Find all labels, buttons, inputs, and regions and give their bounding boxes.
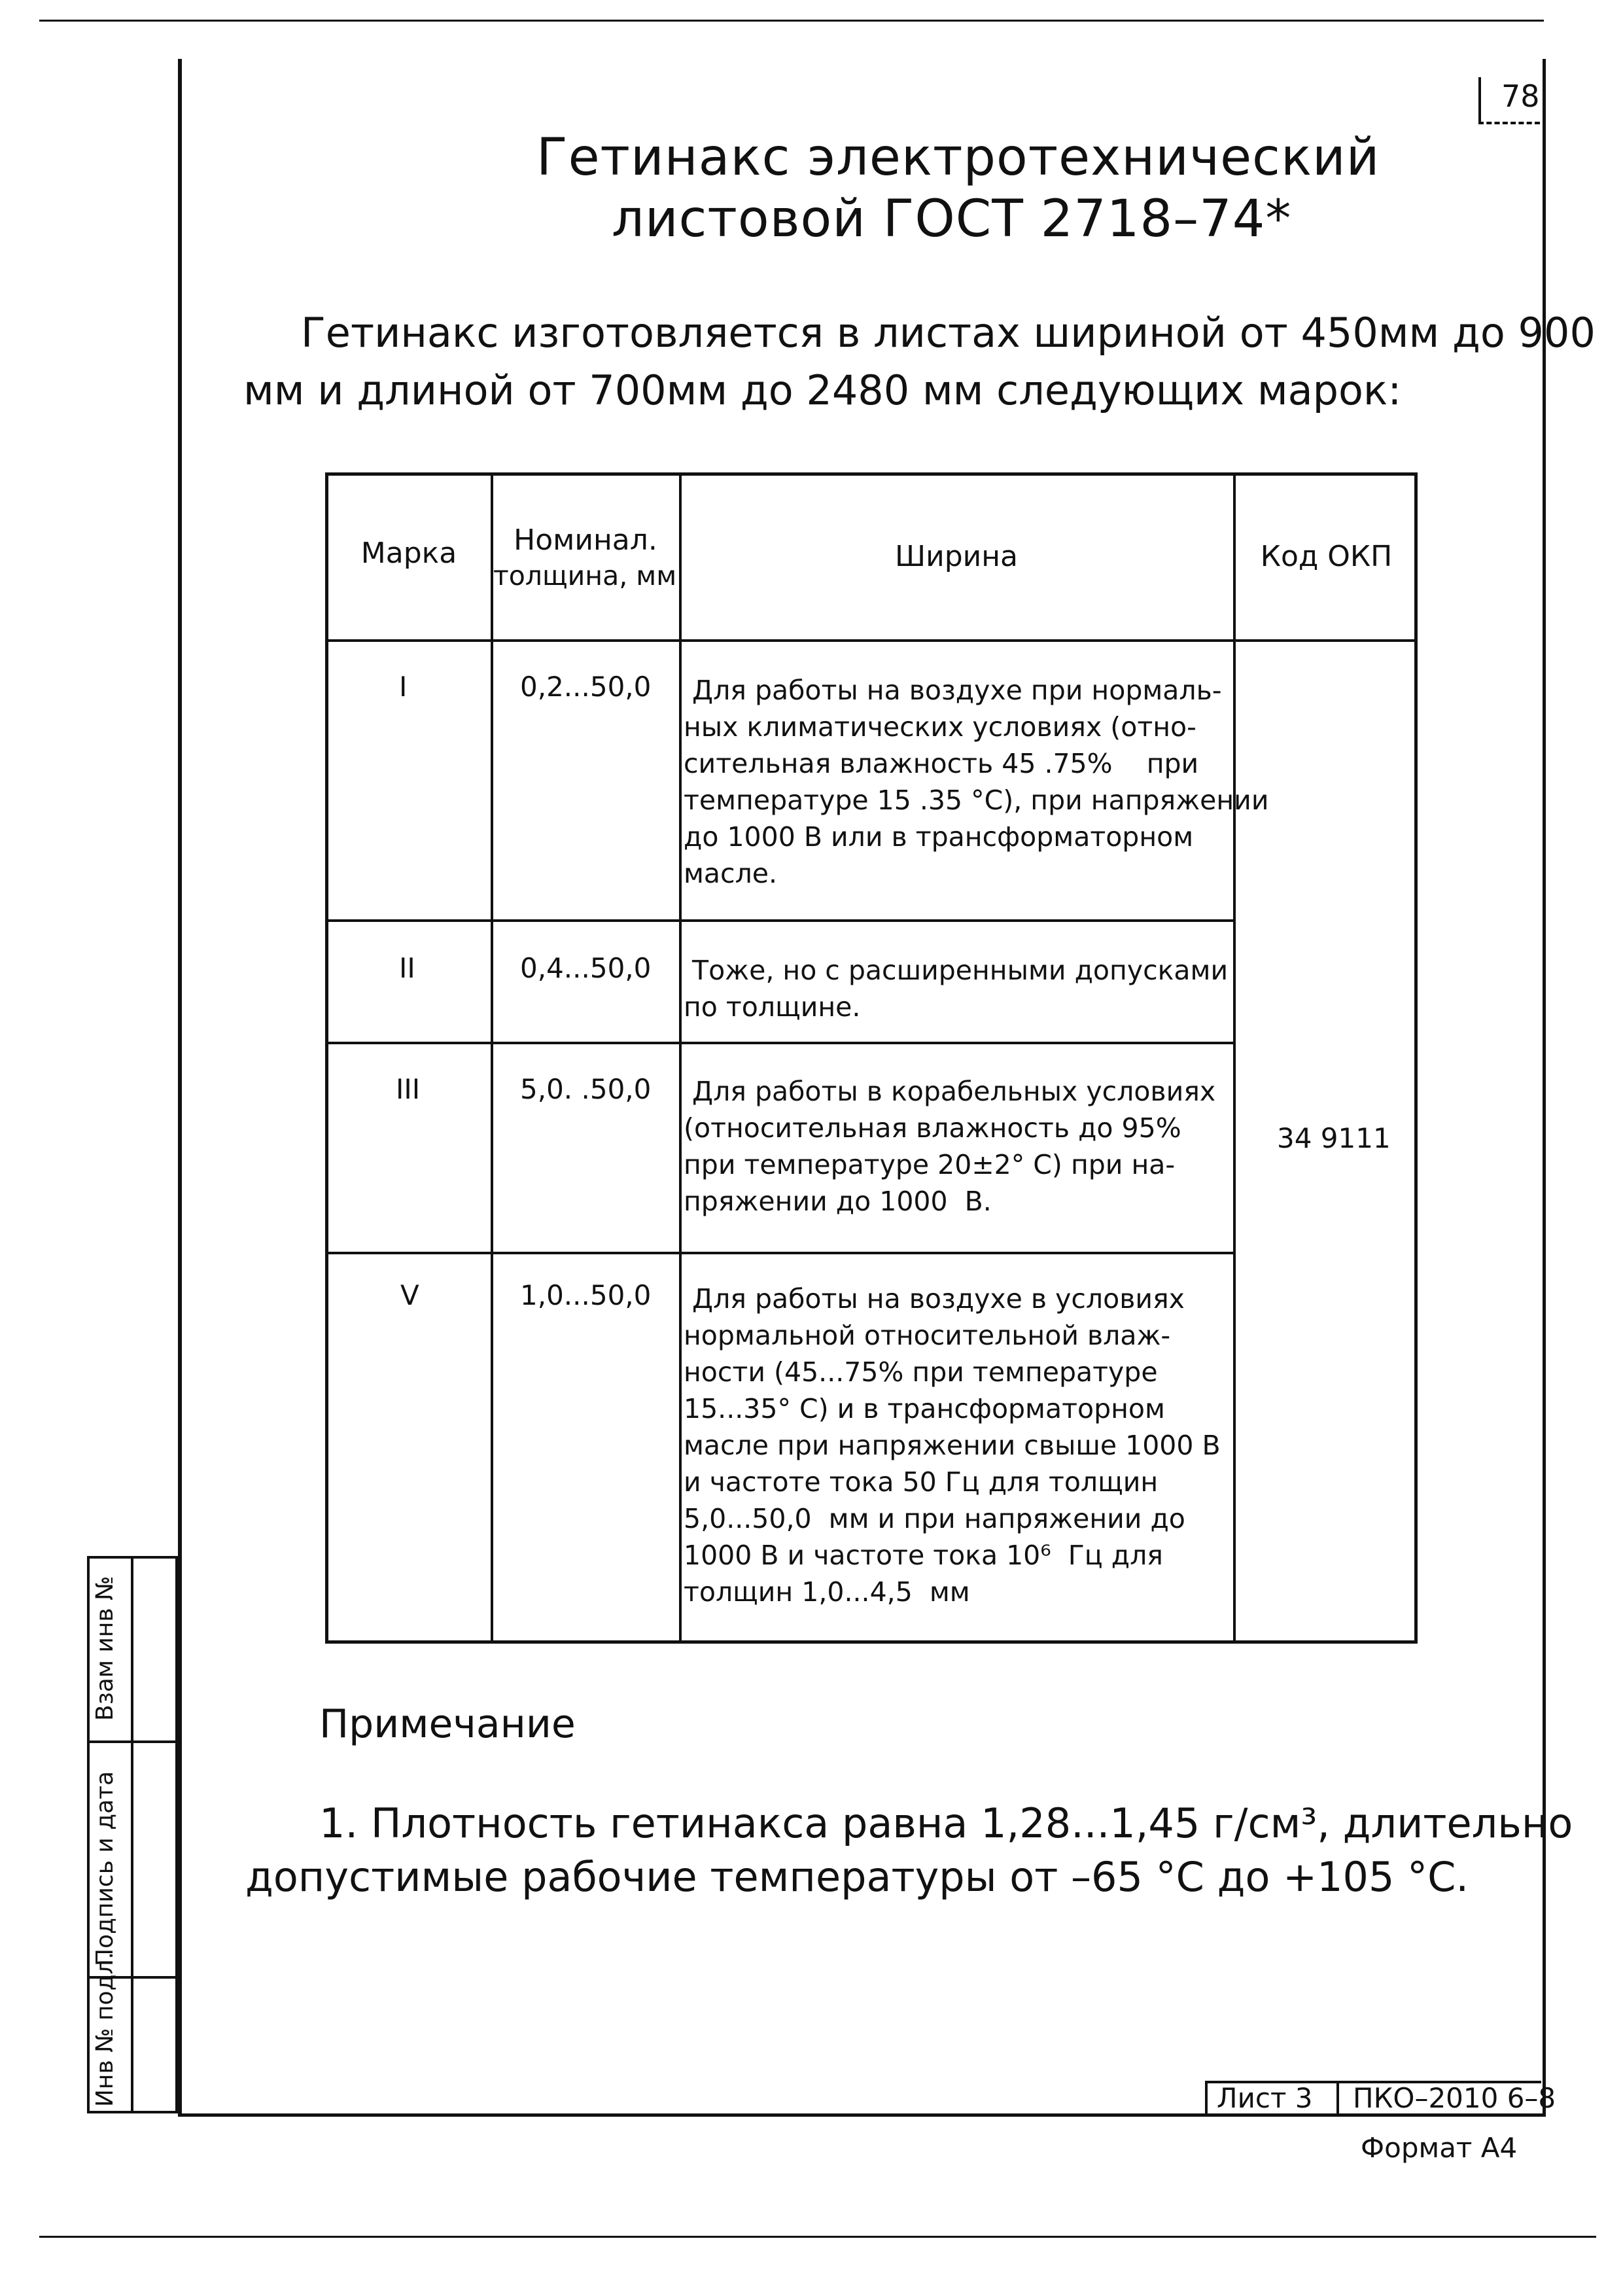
row-description: Для работы на воздухе в условиях нормальной относительной влаж- ности (45...75% при температуре 15...35° С) и в трансформаторном масле при напряжении свыше 1000 В и частоте тока 50 Гц для толщин 5,0...50,0 мм и при напряжении до 1000 В и частоте тока 10⁶ Гц для толщин 1,0...4,5 мм bbox=[684, 1283, 1221, 1608]
row-grade: II bbox=[399, 952, 415, 984]
header-grade: Марка bbox=[360, 537, 457, 570]
table-column-divider bbox=[491, 472, 493, 1644]
side-stamp-signature-date: Подпись и дата bbox=[92, 1771, 118, 1966]
note-text-line-1: 1. Плотность гетинакса равна 1,28...1,45 г/см³, длительно bbox=[319, 1799, 1573, 1847]
sheet-number: Лист 3 bbox=[1217, 2082, 1313, 2114]
side-stamp-divider bbox=[131, 1556, 133, 2113]
row-grade: V bbox=[400, 1279, 419, 1311]
page-bottom-rule bbox=[39, 2236, 1596, 2238]
row-grade: III bbox=[396, 1073, 421, 1105]
side-stamp-replacement-inv: Взам инв № bbox=[92, 1576, 118, 1721]
table-column-divider bbox=[679, 472, 682, 1644]
header-thickness-line-2: толщина, мм bbox=[493, 560, 677, 592]
document-title-line-1: Гетинакс электротехнический bbox=[536, 128, 1380, 187]
header-width: Ширина bbox=[895, 540, 1018, 573]
row-thickness: 1,0...50,0 bbox=[520, 1279, 652, 1311]
row-thickness: 0,2...50,0 bbox=[520, 671, 652, 703]
side-stamp-divider bbox=[87, 1740, 178, 1743]
note-text-line-2: допустимые рабочие температуры от –65 °С до +105 °С. bbox=[245, 1853, 1469, 1901]
okp-code-value: 34 9111 bbox=[1277, 1122, 1391, 1154]
side-stamp-inv-no: Инв № подл. bbox=[92, 1952, 118, 2107]
row-description: Тоже, но с расширенными допусками по толщине. bbox=[684, 955, 1229, 1023]
table-row-divider bbox=[325, 1042, 1234, 1044]
intro-text-line-1: Гетинакс изготовляется в листах шириной от 450мм до 900 bbox=[301, 309, 1596, 357]
document-code: ПКО–2010 6–8 bbox=[1353, 2082, 1556, 2114]
row-thickness: 5,0. .50,0 bbox=[520, 1073, 652, 1105]
table-row-divider bbox=[325, 919, 1234, 922]
paper-format: Формат А4 bbox=[1361, 2132, 1518, 2164]
row-thickness: 0,4...50,0 bbox=[520, 952, 652, 984]
sheet-stamp-divider bbox=[1336, 2081, 1339, 2113]
table-column-divider bbox=[1233, 472, 1236, 1644]
page-number: 78 bbox=[1501, 79, 1540, 114]
header-thickness-line-1: Номинал. bbox=[514, 523, 657, 557]
row-description: Для работы на воздухе при нормаль- ных климатических условиях (отно- сительная влажность 45 .75% при температуре 15 .35 °С), при напряжении до 1000 В или в трансформаторном масле. bbox=[684, 675, 1269, 889]
header-okp-code: Код ОКП bbox=[1260, 540, 1393, 573]
note-heading: Примечание bbox=[319, 1701, 576, 1747]
document-title-line-2: листовой ГОСТ 2718–74* bbox=[612, 190, 1292, 249]
page-top-rule bbox=[39, 20, 1544, 22]
intro-text-line-2: мм и длиной от 700мм до 2480 мм следующих марок: bbox=[243, 366, 1402, 414]
row-grade: I bbox=[399, 671, 408, 703]
table-row-divider bbox=[325, 1252, 1234, 1254]
table-header-divider bbox=[325, 639, 1418, 642]
row-description: Для работы в корабельных условиях (относительная влажность до 95% при температуре 20±2° С) при на- пряжении до 1000 В. bbox=[684, 1076, 1216, 1217]
